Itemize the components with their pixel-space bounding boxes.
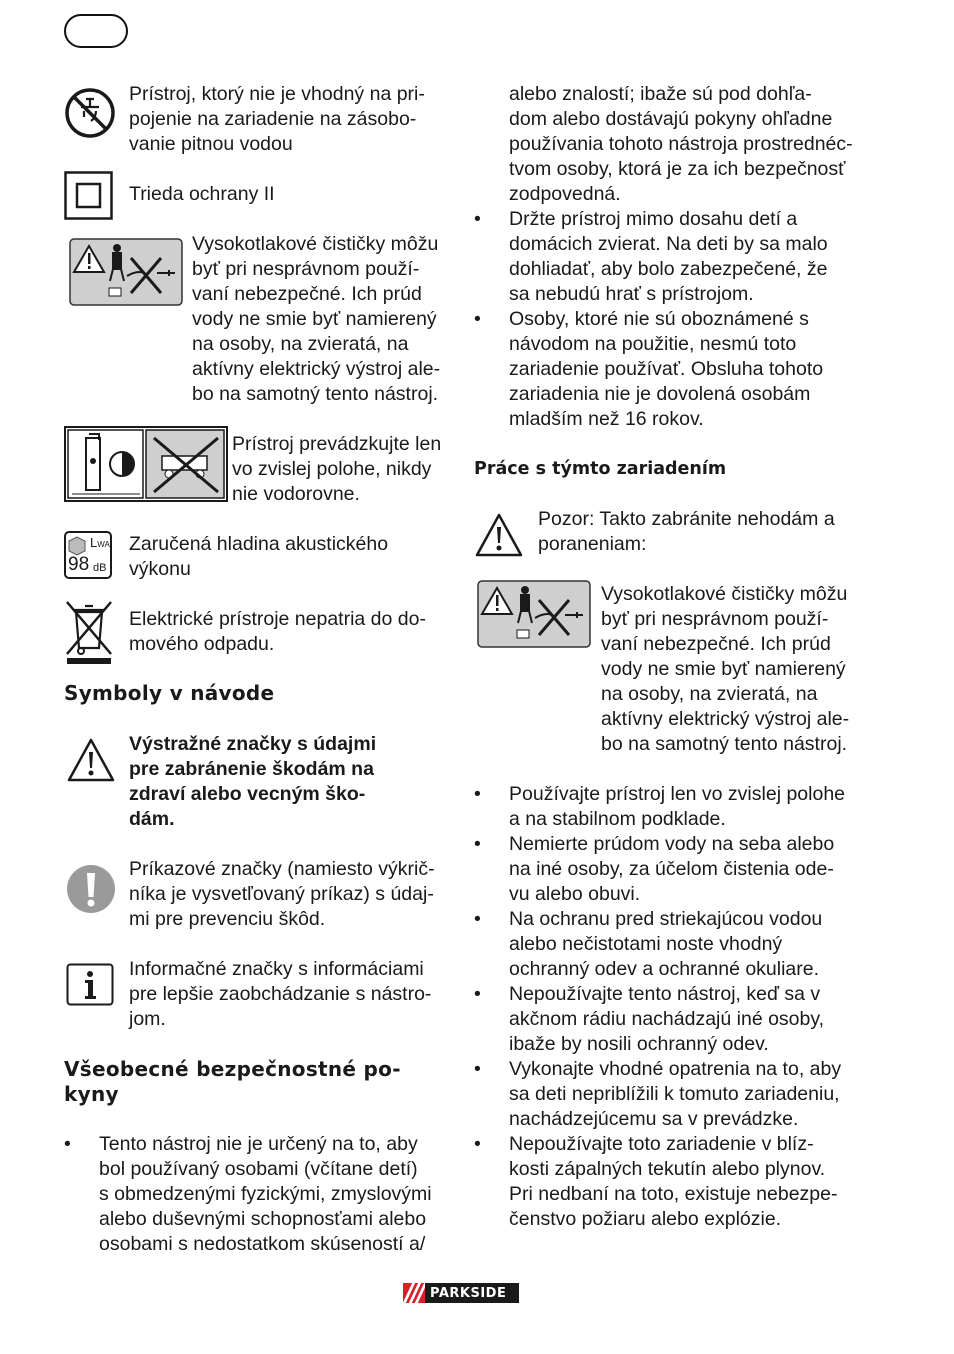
caution-text: Pozor: Takto zabránite nehodám a poraneniam: <box>538 508 835 555</box>
usage-bullet-list <box>474 782 894 1232</box>
safety-bullet-list <box>64 1132 464 1257</box>
warning-symbol-text: Výstražné značky s údajmi pre zabránenie škodám na zdraví alebo vecným ško- dám. <box>129 733 377 830</box>
logo-stripes <box>403 1283 425 1303</box>
list-item: • Na ochranu pred striekajúcou vodou alebo nečistotami noste vhodný ochranný odev a ochranné okuliare. <box>474 908 823 980</box>
work-heading: Práce s týmto zariadením <box>474 459 727 479</box>
list-item: • Používajte prístroj len vo zvislej polohe a na stabilnom podklade. <box>474 783 846 830</box>
no-drinking-water-icon <box>64 87 116 139</box>
weee-text: Elektrické prístroje nepatria do do- mového odpadu. <box>129 608 426 655</box>
warning-triangle-icon <box>474 512 524 558</box>
mandatory-exclamation-icon <box>66 864 116 914</box>
protection-class-text: Trieda ochrany II <box>129 183 275 205</box>
list-item: • Nepoužívajte tento nástroj, keď sa v akčnom rádiu nachádzajú iné osoby, ibaže by nosili ochranný odev. <box>474 983 825 1055</box>
bullet-dot: • <box>474 308 481 330</box>
info-icon <box>66 963 114 1006</box>
protection-class-ii-icon <box>64 171 113 220</box>
list-item: • Nepoužívajte toto zariadenie v blíz- kosti zápalných tekutín alebo plynov. Pri nedbaní na toto, existuje nebezpe- čenstvo požiaru alebo explózie. <box>474 1133 838 1230</box>
language-badge <box>64 14 128 48</box>
sound-power-icon <box>64 531 112 579</box>
continuation-text: alebo znalostí; ibaže sú pod dohľa- dom alebo dostávajú pokyny ohľadne používania tohoto nástroja prostrednéc- tvom osoby, ktorá je za ich bezpečnosť zodpovedná. <box>509 83 853 205</box>
bullet-dot: • <box>64 1133 71 1155</box>
no-drinking-water-text: Prístroj, ktorý nie je vhodný na pri- pojenie na zariadenie na zásobo- vanie pitnou vodou <box>129 83 425 155</box>
parkside-logo <box>403 1283 519 1303</box>
bullet-dot: • <box>474 208 481 230</box>
info-symbol-text: Informačné značky s informáciami pre lepšie zaobchádzanie s nástro- jom. <box>129 958 432 1030</box>
sound-power-text: Zaručená hladina akustického výkonu <box>129 533 389 580</box>
list-item: • Nemierte prúdom vody na seba alebo na iné osoby, za účelom čistenia ode- vu alebo obuvi. <box>474 833 835 905</box>
list-item: • Vykonajte vhodné opatrenia na to, aby sa deti nepriblížili k tomuto zariadeniu, nachádzejúcemu sa v prevádzke. <box>474 1058 842 1130</box>
list-item: • Držte prístroj mimo dosahu detí a domácich zvierat. Na deti by sa malo dohliadať, aby bolo zabezpečené, že sa nebudú hrať s prístrojom. <box>474 208 828 305</box>
bullet-dot: • <box>474 1133 481 1155</box>
no-spray-people-icon <box>69 238 183 306</box>
warning-triangle-icon <box>66 737 116 783</box>
lwa-value: 98 <box>68 554 90 575</box>
child-safety-bullet-list <box>474 207 894 432</box>
bullet-dot: • <box>474 783 481 805</box>
list-item: • Osoby, ktoré nie sú oboznámené s návodom na použitie, nesmú toto zariadenie používať. Obsluha tohoto zariadenia nie je dovolená osobám mladším než 16 rokov. <box>474 308 824 430</box>
general-safety-heading: Všeobecné bezpečnostné po- kyny <box>64 1057 401 1106</box>
no-spray-people-text: Vysokotlakové čističky môžu byť pri nesprávnom použí- vaní nebezpečné. Ich prúd vody ne smie byť namierený na osoby, na zvieratá, na aktívny elektrický výstroj ale- bo na samotný tento nástroj. <box>192 233 441 405</box>
list-item: • Tento nástroj nie je určený na to, aby bol používaný osobami (včítane detí) s obmedzenými fyzickými, zmyslovými alebo duševnými schopnosťami alebo osobami s nedostatkom skúseností a/ <box>64 1133 432 1255</box>
weee-bin-icon <box>64 598 114 666</box>
vertical-operation-icon <box>64 426 228 502</box>
mandatory-symbol-text: Príkazové značky (namiesto výkrič- níka je vysvetľovaný príkaz) s údaj- mi pre prevenciu škôd. <box>129 858 435 930</box>
vertical-operation-text: Prístroj prevádzkujte len vo zvislej polohe, nikdy nie vodorovne. <box>232 433 442 505</box>
bullet-dot: • <box>474 983 481 1005</box>
brand-name: PARKSIDE <box>430 1285 507 1301</box>
bullet-dot: • <box>474 908 481 930</box>
manual-symbols-heading: Symboly v návode <box>64 681 275 705</box>
spray-warning-text: Vysokotlakové čističky môžu byť pri nesprávnom použí- vaní nebezpečné. Ich prúd vody ne smie byť namierený na osoby, na zvieratá, na aktívny elektrický výstroj ale- bo na samotný tento nástroj. <box>601 583 850 755</box>
lwa-label: LWA <box>90 535 110 550</box>
no-spray-people-icon <box>477 580 591 648</box>
lwa-unit: dB <box>93 562 107 574</box>
bullet-dot: • <box>474 1058 481 1080</box>
bullet-dot: • <box>474 833 481 855</box>
